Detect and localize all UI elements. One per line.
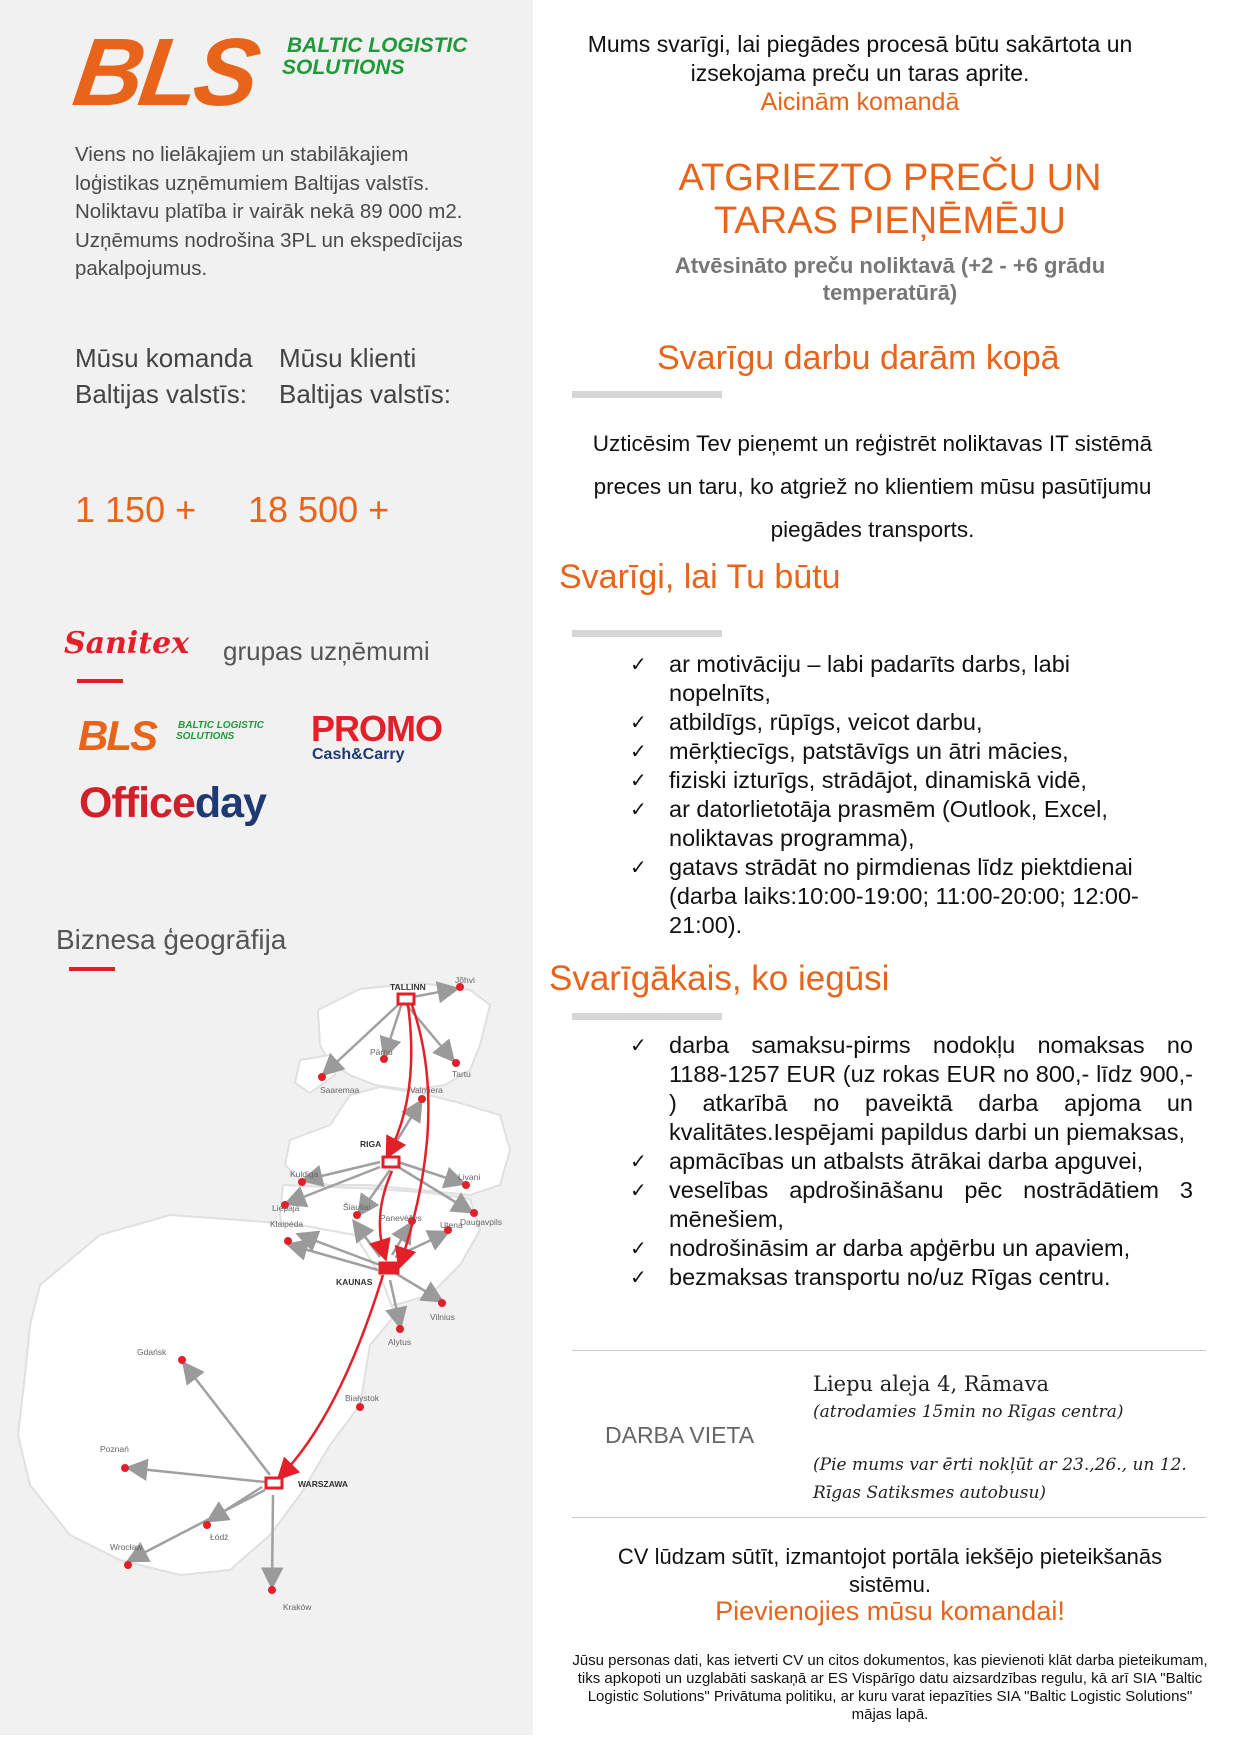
- city-label-gdansk: Gdańsk: [137, 1347, 167, 1357]
- city-label-parnu: Pärnu: [370, 1047, 393, 1057]
- pin-bialystok: [356, 1403, 364, 1411]
- stat-clients-value: 18 500 +: [248, 489, 390, 530]
- city-label-wroclaw: Wrocław: [110, 1542, 143, 1552]
- requirement-text: atbildīgs, rūpīgs, veicot darbu,: [669, 709, 983, 735]
- pin-valmiera: [418, 1095, 426, 1103]
- job-subtitle-line2: temperatūrā): [822, 280, 958, 305]
- pin-gdansk: [178, 1356, 186, 1364]
- intro-line1: Mums svarīgi, lai piegādes procesā būtu sakārtota un: [587, 31, 1133, 57]
- benefit-text: apmācības un atbalsts ātrākai darba apguvei,: [669, 1148, 1144, 1174]
- stat-clients-label-line1: Mūsu klienti: [279, 343, 417, 373]
- workplace-address: Liepu aleja 4, Rāmava: [813, 1372, 1049, 1396]
- promo-logo-text: PROMO: [311, 708, 443, 749]
- requirement-text: fiziski izturīgs, strādājot, dinamiskā vidē,: [669, 767, 1087, 793]
- bls-small-logo-line2: SOLUTIONS: [176, 731, 235, 742]
- group-text: grupas uzņēmumi: [223, 636, 430, 666]
- city-label-alytus: Alytus: [388, 1337, 412, 1347]
- check-icon: ✓: [630, 768, 647, 792]
- intro-text: [560, 30, 1160, 88]
- business-map: [0, 975, 533, 1735]
- city-label-lodz: Łódź: [210, 1532, 229, 1542]
- city-label-kuldiga: Kuldiga: [290, 1169, 319, 1179]
- section-benefits-bar: [572, 1013, 722, 1020]
- city-label-vilnius: Vilnius: [430, 1312, 455, 1322]
- cv-line2: sistēmu.: [849, 1572, 931, 1597]
- pin-wroclaw: [124, 1561, 132, 1569]
- requirements-list: [630, 650, 1175, 940]
- geo-underline: [69, 967, 115, 971]
- pin-siauliai: [353, 1211, 361, 1219]
- section-benefits-title: Svarīgākais, ko iegūsi: [549, 959, 890, 998]
- section-requirements-bar: [572, 630, 722, 637]
- group-underline: [77, 679, 123, 683]
- city-label-riga: RIGA: [360, 1139, 382, 1149]
- benefit-item: [630, 1147, 1193, 1176]
- city-label-johvi: Jõhvi: [455, 975, 475, 985]
- pin-vilnius: [438, 1299, 446, 1307]
- benefit-text: bezmaksas transportu no/uz Rīgas centru.: [669, 1264, 1111, 1290]
- job-title-line2: TARAS PIEŅĒMĒJU: [714, 200, 1066, 242]
- stat-team-label-line2: Baltijas valstīs:: [75, 379, 247, 409]
- city-label-daugavpils: Daugavpils: [460, 1217, 503, 1227]
- city-label-poznan: Poznań: [100, 1444, 129, 1454]
- city-label-siauliai: Šiauliai: [343, 1202, 371, 1212]
- section-together-line1: Uzticēsim Tev pieņemt un reģistrēt noliktavas IT sistēmā: [592, 431, 1153, 456]
- pin-daugavpils: [470, 1209, 478, 1217]
- requirement-text: ar motivāciju – labi padarīts darbs, labi nopelnīts,: [669, 651, 1071, 706]
- bls-logo-line1: BALTIC LOGISTIC: [287, 34, 468, 57]
- benefit-item: [630, 1176, 1193, 1234]
- check-icon: ✓: [630, 710, 647, 734]
- requirement-item: [630, 737, 1175, 766]
- city-label-livani: Livani: [458, 1172, 481, 1182]
- requirement-item: [630, 708, 1175, 737]
- city-label-bialystok: Białystok: [345, 1393, 380, 1403]
- city-label-tartu: Tartu: [452, 1069, 471, 1079]
- promo-logo: [311, 708, 451, 768]
- benefit-text: nodrošināsim ar darba apģērbu un apaviem,: [669, 1235, 1131, 1261]
- officeday-logo-a: Office: [79, 779, 195, 827]
- pin-livani: [462, 1181, 470, 1189]
- pin-saaremaa: [318, 1073, 326, 1081]
- officeday-logo: [79, 779, 266, 828]
- workplace-bottom-divider: [572, 1517, 1206, 1518]
- pin-kuldiga: [298, 1178, 306, 1186]
- requirement-text: mērķtiecīgs, patstāvīgs un ātri mācies,: [669, 738, 1069, 764]
- city-label-liepaja: Liepaja: [272, 1203, 300, 1213]
- join-cta: Pievienojies mūsu komandai!: [715, 1596, 1065, 1626]
- cv-line1: CV lūdzam sūtīt, izmantojot portāla iekšējo pieteikšanās: [617, 1544, 1163, 1569]
- pin-tartu: [452, 1059, 460, 1067]
- stat-clients-label: [279, 340, 451, 412]
- job-subtitle-line1: Atvēsināto preču noliktavā (+2 - +6 grādu: [674, 253, 1106, 278]
- check-icon: ✓: [630, 652, 647, 676]
- benefit-text: darba samaksu-pirms nodokļu nomaksas no 1188-1257 EUR (uz rokas EUR no 800,- līdz 900,- ) atkarībā no paveiktā darba apjoma un kvalitātes.Iespējami papildus darbi un piemaksas,: [669, 1032, 1193, 1145]
- invite-text: Aicinām komandā: [760, 88, 960, 116]
- stat-team-label-line1: Mūsu komanda: [75, 343, 253, 373]
- check-icon: ✓: [630, 1033, 647, 1057]
- hub-tallinn: [398, 994, 414, 1004]
- requirement-item: [630, 766, 1175, 795]
- requirement-item: [630, 853, 1175, 940]
- officeday-logo-b: day: [194, 779, 266, 827]
- workplace-top-divider: [572, 1350, 1206, 1351]
- pin-poznan: [121, 1464, 129, 1472]
- pin-alytus: [396, 1325, 404, 1333]
- city-label-saaremaa: Saaremaa: [320, 1085, 360, 1095]
- benefits-list: [630, 1031, 1193, 1292]
- bls-small-logo: [78, 712, 278, 762]
- city-label-tallinn: TALLINN: [390, 982, 426, 992]
- promo-logo-sub: Cash&Carry: [312, 746, 405, 763]
- bls-small-logo-mark: BLS: [78, 712, 156, 759]
- section-together-title: Svarīgu darbu darām kopā: [657, 339, 1060, 377]
- check-icon: ✓: [630, 1149, 647, 1173]
- benefit-text: veselības apdrošināšanu pēc nostrādātiem 3 mēnešiem,: [669, 1177, 1193, 1232]
- pin-krakow: [268, 1586, 276, 1594]
- intro-line2: izsekojama preču un taras aprite.: [690, 60, 1030, 86]
- check-icon: ✓: [630, 1178, 647, 1202]
- hub-kaunas: [380, 1263, 398, 1273]
- section-together-line3: piegādes transports.: [770, 517, 975, 542]
- city-label-kaunas: KAUNAS: [336, 1277, 373, 1287]
- city-label-valmiera: Valmiera: [410, 1085, 443, 1095]
- bls-logo-mark: BLS: [67, 19, 263, 126]
- section-together-bar: [572, 391, 722, 398]
- section-requirements-title: Svarīgi, lai Tu būtu: [559, 558, 841, 596]
- requirement-item: [630, 650, 1175, 708]
- stat-clients-label-line2: Baltijas valstīs:: [279, 379, 451, 409]
- sanitex-logo: Sanitex: [64, 626, 190, 661]
- check-icon: ✓: [630, 797, 647, 821]
- city-label-warszawa: WARSZAWA: [298, 1479, 349, 1489]
- pin-klaipeda: [284, 1237, 292, 1245]
- bls-logo: [67, 19, 495, 126]
- job-title-line1: ATGRIEZTO PREČU UN: [678, 157, 1102, 199]
- check-icon: ✓: [630, 855, 647, 879]
- hub-warszawa: [266, 1478, 282, 1488]
- company-intro: Viens no lielākajiem un stabilākajiem loģistikas uzņēmumiem Baltijas valstīs. Noliktavu platība ir vairāk nekā 89 000 m2. Uzņēmums nodrošina 3PL un ekspedīcijas pakalpojumus.: [75, 143, 463, 280]
- stat-team-value: 1 150 +: [75, 489, 197, 530]
- city-label-utena: Utena: [440, 1220, 463, 1230]
- benefit-item: [630, 1031, 1193, 1147]
- hub-riga: [383, 1157, 399, 1167]
- workplace-label: DARBA VIETA: [605, 1422, 755, 1448]
- requirement-text: ar datorlietotāja prasmēm (Outlook, Excel, noliktavas programma),: [669, 796, 1108, 851]
- city-label-panevezys: Panevėžys: [380, 1213, 422, 1223]
- bls-logo-line2: SOLUTIONS: [282, 56, 405, 79]
- city-label-krakow: Kraków: [283, 1602, 312, 1612]
- check-icon: ✓: [630, 739, 647, 763]
- check-icon: ✓: [630, 1265, 647, 1289]
- geo-title: Biznesa ģeogrāfija: [56, 924, 287, 955]
- benefit-item: [630, 1234, 1193, 1263]
- bls-small-logo-line1: BALTIC LOGISTIC: [178, 720, 264, 731]
- requirement-text: gatavs strādāt no pirmdienas līdz piektdienai (darba laiks:10:00-19:00; 11:00-20:00; 12:00-21:00).: [669, 854, 1139, 938]
- pin-lodz: [203, 1521, 211, 1529]
- requirement-item: [630, 795, 1175, 853]
- section-together-line2: preces un taru, ko atgriež no klientiem mūsu pasūtījumu: [593, 474, 1152, 499]
- city-label-klaipeda: Klaipėda: [270, 1219, 304, 1229]
- job-subtitle: [570, 252, 1210, 306]
- workplace-note2: (Pie mums var ērti nokļūt ar 23.,26., un 12. Rīgas Satiksmes autobusu): [813, 1455, 1187, 1503]
- cv-instructions: [570, 1543, 1210, 1599]
- check-icon: ✓: [630, 1236, 647, 1260]
- benefit-item: [630, 1263, 1193, 1292]
- job-title: [570, 157, 1210, 243]
- section-together-text: [550, 422, 1195, 551]
- stat-team-label: [75, 340, 253, 412]
- workplace-note1: (atrodamies 15min no Rīgas centra): [813, 1402, 1124, 1422]
- privacy-notice: Jūsu personas dati, kas ietverti CV un citos dokumentos, kas pievienoti klāt darba pieteikumam, tiks apkopoti un uzglabāti saskaņā ar ES Vispārīgo datu aizsardzības regulu, kā arī SIA "Baltic Logistic Solutions" Privātuma politiku, ar kuru varat iepazīties SIA "Baltic Logistic Solutions" mājas lapā.: [572, 1652, 1208, 1723]
